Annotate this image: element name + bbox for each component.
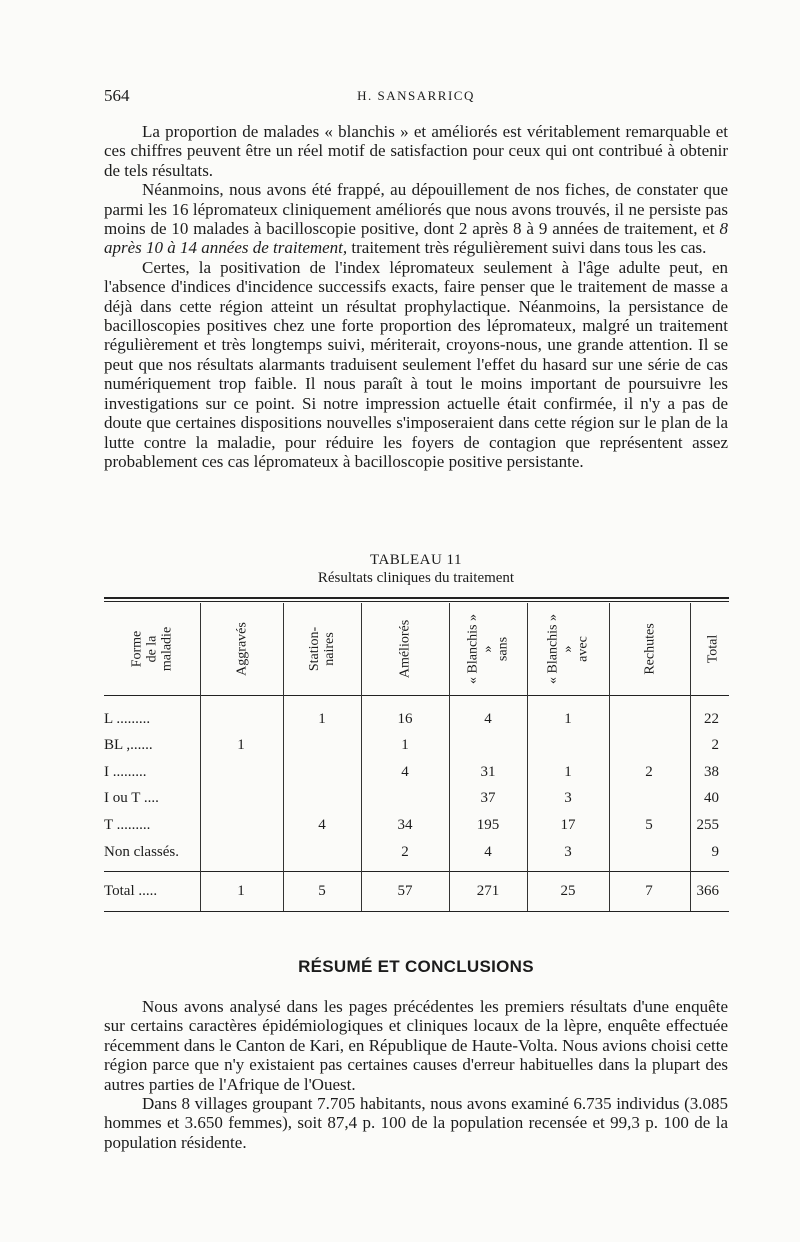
table-bottom-rule — [104, 911, 729, 912]
table-cell: 271 — [476, 883, 500, 899]
table-cell: 34 — [397, 817, 413, 833]
table-caption — [104, 551, 728, 587]
table-cell: 17 — [560, 817, 576, 833]
table-cell: 16 — [397, 711, 413, 727]
total-rule — [104, 871, 729, 872]
column-header — [690, 603, 735, 695]
table-cell: 2 — [645, 764, 653, 780]
table-cell: 4 — [484, 711, 492, 727]
table-cell: 7 — [645, 883, 653, 899]
running-head: H. SANSARRICQ — [357, 88, 475, 103]
row-label: I ou T .... — [104, 790, 159, 806]
column-header-label: Forme de la maladie — [129, 626, 175, 672]
page-header — [104, 86, 728, 110]
body-text-top — [104, 122, 728, 471]
table-cell: 3 — [564, 790, 572, 806]
row-label: T ......... — [104, 817, 151, 833]
table-cell: 1 — [401, 737, 409, 753]
column-header — [200, 603, 283, 695]
table-cell: 1 — [318, 711, 326, 727]
column-header-label: « Blanchis » » avec — [545, 614, 591, 684]
table-subtitle: Résultats cliniques du traitement — [317, 570, 515, 586]
table-cell: 3 — [564, 844, 572, 860]
table-cell: 4 — [401, 764, 409, 780]
header-rule — [104, 695, 729, 696]
table-cell: 1 — [564, 764, 572, 780]
table-cell: 31 — [480, 764, 496, 780]
table-cell: 366 — [696, 883, 719, 899]
column-header-label: « Blanchis » » sans — [465, 614, 511, 684]
table-cell: 5 — [645, 817, 653, 833]
table-cell: 195 — [476, 817, 500, 833]
paragraph: Nous avons analysé dans les pages précédentes les premiers résultats d'une enquête sur certains caractères épidémiologiques et cliniques locaux de la lèpre, enquête effectuée récemment dans le Canton de Kari, en République de Haute-Volta. Nous avions choisi cette région parce que n'y existaient pas certaines causes d'erreur habituelles dans la plupart des autres parties de l'Afrique de l'Ouest. — [104, 997, 728, 1094]
paragraph: Certes, la positivation de l'index lépromateux seulement à l'âge adulte peut, en l'absence d'indices d'incidence successifs exacts, faire penser que le traitement de masse a déjà dans cette région atteint un résultat prophylactique. Néanmoins, la persistance de bacilloscopies positives chez une forte proportion des lépromateux, malgré un traitement régulièrement et très longtemps suivi, mériterait, croyons-nous, une grande attention. Il se peut que nos résultats alarmants traduisent seulement l'effet du hasard sur une série de cas numériquement trop faible. Il nous paraît à tout le moins important de poursuivre les investigations sur ce point. Si notre impression actuelle était confirmée, il n'y a pas de doute que certaines dispositions nouvelles s'imposeraient dans cette région sur le plan de la lutte contre la maladie, pour réduire les foyers de contagion que représentent assez probablement ces cas lépromateux à bacilloscopie positive persistante. — [104, 257, 728, 471]
row-label: BL ,...... — [104, 737, 153, 753]
column-header — [283, 603, 361, 695]
table-title: TABLEAU 11 — [370, 552, 462, 568]
row-label: Total ..... — [104, 883, 158, 899]
paragraph — [104, 180, 728, 258]
paragraph-text: Néanmoins, nous avons été frappé, au dépouillement de nos fiches, de constater que parmi les 16 lépromateux cliniquement améliorés que nous avons trouvés, il ne persiste pas moins de 10 malades à bacilloscopie positive, dont 2 après 8 à 9 années de traitement, et — [104, 180, 728, 239]
table-cell: 1 — [237, 737, 245, 753]
table-cell: 2 — [711, 737, 719, 753]
page-number: 564 — [104, 86, 130, 105]
body-text-bottom — [104, 997, 728, 1152]
column-header — [361, 603, 449, 695]
table-cell: 37 — [480, 790, 496, 806]
paragraph-text: traitement très régulièrement suivi dans tous les cas. — [351, 238, 707, 258]
table-cell: 57 — [397, 883, 413, 899]
results-table — [104, 597, 729, 913]
table-cell: 40 — [704, 790, 719, 806]
row-label: Non classés. — [104, 844, 179, 860]
section-title: RÉSUMÉ ET CONCLUSIONS — [298, 957, 534, 976]
table-cell: 5 — [318, 883, 326, 899]
column-header-label: Rechutes — [642, 623, 657, 675]
table-cell: 1 — [564, 711, 572, 727]
table-cell: 38 — [704, 764, 719, 780]
column-header — [527, 603, 609, 695]
column-header — [449, 603, 527, 695]
row-label: L ......... — [104, 711, 151, 727]
paragraph: Dans 8 villages groupant 7.705 habitants, nous avons examiné 6.735 individus (3.085 hommes et 3.650 femmes), soit 87,4 p. 100 de la population recensée et 99,3 p. 100 de la population résidente. — [104, 1094, 728, 1152]
table-cell: 255 — [696, 817, 719, 833]
column-header — [104, 603, 200, 695]
italic-text: 8 après 10 à 14 années de traitement, — [104, 219, 728, 258]
column-header-label: Total — [705, 634, 720, 664]
table-cell: 4 — [318, 817, 326, 833]
table-cell: 9 — [711, 844, 719, 860]
table-cell: 22 — [704, 711, 719, 727]
row-label: I ......... — [104, 764, 147, 780]
table-cell: 1 — [237, 883, 245, 899]
column-header-label: Améliorés — [397, 619, 413, 679]
column-header-label: Aggravés — [234, 622, 249, 676]
column-header-label: Station- naires — [307, 626, 337, 672]
table-top-rule-thin — [104, 601, 729, 602]
paragraph: La proportion de malades « blanchis » et améliorés est véritablement remarquable et ces chiffres peuvent être un réel motif de satisfaction pour ceux qui ont contribué à obtenir de tels résultats. — [104, 122, 728, 180]
table-cell: 2 — [401, 844, 409, 860]
table-cell: 25 — [560, 883, 576, 899]
table-top-rule — [104, 597, 729, 599]
table-cell: 4 — [484, 844, 492, 860]
column-header — [609, 603, 690, 695]
